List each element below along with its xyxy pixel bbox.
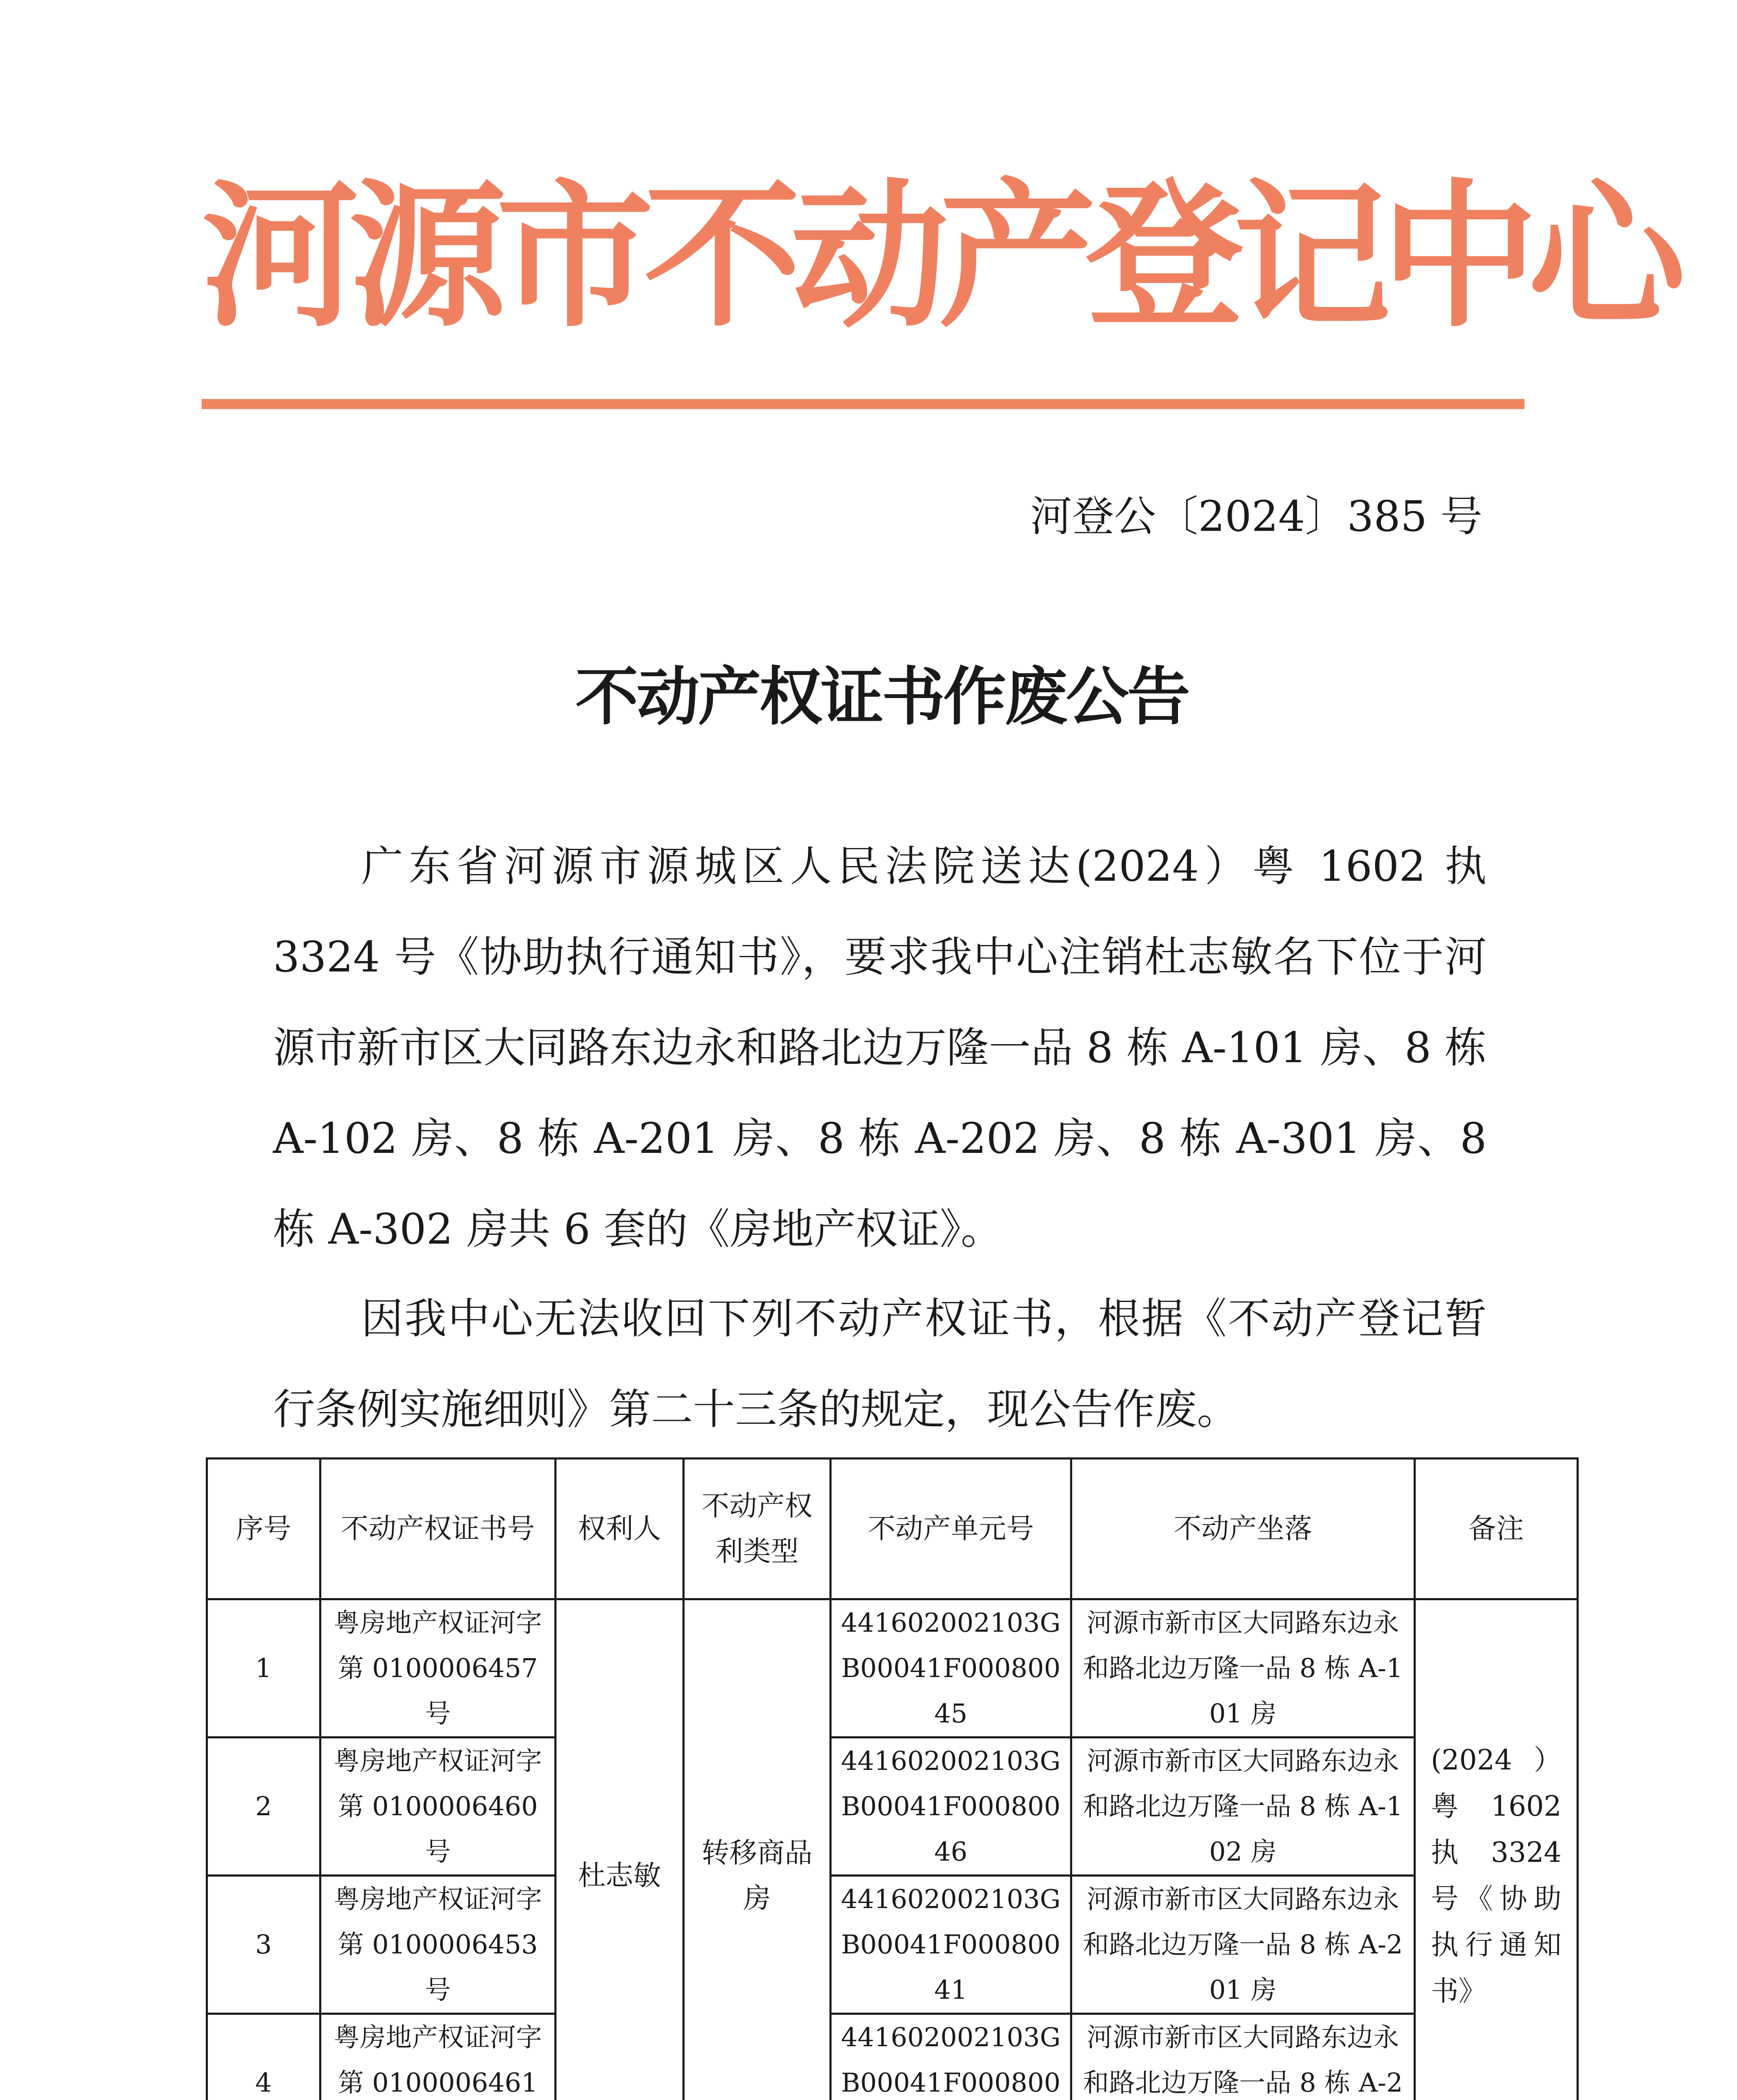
- property-location: 河源市新市区大同路东边永和路北边万隆一品 8 栋 A-201 房: [1071, 1876, 1415, 2014]
- header-location: 不动产坐落: [1071, 1459, 1415, 1599]
- body-paragraph-2: 因我中心无法收回下列不动产权证书，根据《不动产登记暂行条例实施细则》第二十三条的规定，现公告作废。: [273, 1294, 1487, 1434]
- unit-number: 441602002103GB00041F00080041: [831, 1876, 1071, 2014]
- organization-title: 河源市不动产登记中心: [202, 164, 1676, 349]
- header-remark: 备注: [1415, 1459, 1578, 1599]
- property-location: 河源市新市区大同路东边永和路北边万隆一品 8 栋 A-102 房: [1071, 1738, 1415, 1876]
- certificate-table-wrapper: [206, 1457, 1577, 2100]
- table-row: [207, 1738, 1578, 1876]
- unit-number: 441602002103GB00041F000800: [831, 2014, 1071, 2100]
- remark: (2024）粤 1602 执 3324 号《协助执行通知书》: [1415, 1599, 1578, 2100]
- table-row: [207, 2014, 1578, 2100]
- row-index: 1: [207, 1599, 320, 1738]
- unit-number: 441602002103GB00041F00080046: [831, 1738, 1071, 1876]
- certificate-number: 粤房地产权证河字第 0100006460 号: [320, 1738, 556, 1876]
- header-index: 序号: [207, 1459, 320, 1599]
- certificate-number: 粤房地产权证河字第 0100006457 号: [320, 1599, 556, 1738]
- certificate-number: 粤房地产权证河字第 0100006461: [320, 2014, 556, 2100]
- document-number: 河登公〔2024〕385 号: [1030, 492, 1482, 541]
- certificate-table: [206, 1457, 1579, 2100]
- table-header-row: [207, 1459, 1578, 1599]
- unit-number: 441602002103GB00041F00080045: [831, 1599, 1071, 1738]
- row-index: 4: [207, 2014, 320, 2100]
- notice-title: 不动产权证书作废公告: [575, 661, 1189, 734]
- header-owner: 权利人: [556, 1459, 684, 1599]
- right-type: 转移商品房: [684, 1599, 831, 2100]
- header-rule: [202, 399, 1524, 409]
- body-paragraph-1: 广东省河源市源城区人民法院送达(2024）粤 1602 执 3324 号《协助执行通知书》，要求我中心注销杜志敏名下位于河源市新市区大同路东边永和路北边万隆一品 8 栋 A-101 房、8 栋 A-102 房、8 栋 A-201 房、8 栋 A-202 房、8 栋 A-301 房、8 栋 A-302 房共 6 套的《房地产权证》。: [273, 842, 1487, 1254]
- table-row: [207, 1599, 1578, 1738]
- owner-name: 杜志敏: [556, 1599, 684, 2100]
- property-location: 河源市新市区大同路东边永和路北边万隆一品 8 栋 A-2: [1071, 2014, 1415, 2100]
- certificate-number: 粤房地产权证河字第 0100006453 号: [320, 1876, 556, 2014]
- header-unit-number: 不动产单元号: [831, 1459, 1071, 1599]
- header-right-type: 不动产权利类型: [684, 1459, 831, 1599]
- row-index: 3: [207, 1876, 320, 2014]
- property-location: 河源市新市区大同路东边永和路北边万隆一品 8 栋 A-101 房: [1071, 1599, 1415, 1738]
- table-row: [207, 1876, 1578, 2014]
- header-certificate-number: 不动产权证书号: [320, 1459, 556, 1599]
- row-index: 2: [207, 1738, 320, 1876]
